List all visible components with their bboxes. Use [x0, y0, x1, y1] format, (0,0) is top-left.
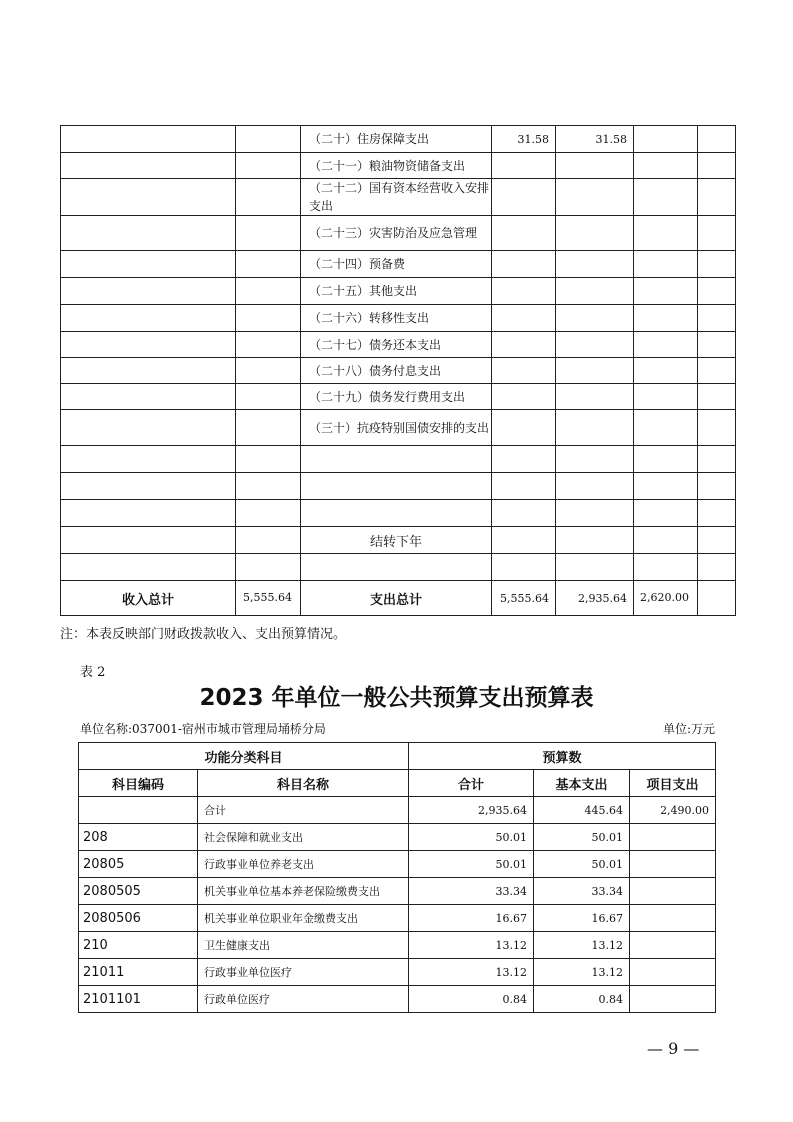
table-row [61, 500, 736, 527]
table-row [61, 179, 736, 216]
subject-name: 机关事业单位基本养老保险缴费支出 [198, 878, 409, 905]
expense-project-cell [634, 278, 698, 305]
empty-cell [698, 527, 736, 554]
budget-project: 2,490.00 [630, 797, 716, 824]
empty-cell [236, 527, 301, 554]
expense-project-cell [634, 216, 698, 251]
income-item-cell [61, 278, 236, 305]
expense-project-cell [634, 126, 698, 153]
table-row [79, 986, 716, 1013]
revenue-expense-table [60, 125, 736, 616]
extra-cell [698, 410, 736, 446]
table-row [61, 278, 736, 305]
expense-total-cell [492, 305, 556, 332]
extra-cell [698, 126, 736, 153]
income-item-cell [61, 358, 236, 384]
table-row [61, 473, 736, 500]
budget-project [630, 959, 716, 986]
empty-cell [492, 500, 556, 527]
empty-cell [61, 527, 236, 554]
table-subheader-row [79, 770, 716, 797]
budget-basic: 50.01 [534, 851, 630, 878]
subject-name: 行政事业单位养老支出 [198, 851, 409, 878]
expense-total-label: 支出总计 [301, 581, 492, 616]
page-number: — 9 — [647, 1039, 700, 1058]
empty-cell [61, 473, 236, 500]
empty-cell [236, 473, 301, 500]
budget-basic: 0.84 [534, 986, 630, 1013]
income-item-cell [61, 216, 236, 251]
extra-cell [698, 251, 736, 278]
col-project: 项目支出 [630, 770, 716, 797]
income-item-cell [61, 384, 236, 410]
unit-name: 单位名称:037001-宿州市城市管理局埇桥分局 [80, 722, 326, 736]
budget-total: 13.12 [409, 932, 534, 959]
budget-project [630, 932, 716, 959]
budget-project [630, 851, 716, 878]
expense-basic-cell [556, 384, 634, 410]
table-row [61, 153, 736, 179]
table-row [79, 851, 716, 878]
budget-project [630, 824, 716, 851]
table-header-row [79, 743, 716, 770]
subject-code: 21011 [79, 959, 198, 986]
empty-cell [698, 473, 736, 500]
expense-item-cell: （二十四）预备费 [301, 251, 492, 278]
expense-project-cell [634, 251, 698, 278]
budget-total: 0.84 [409, 986, 534, 1013]
expense-total-cell [492, 251, 556, 278]
table-row [61, 554, 736, 581]
empty-cell [301, 500, 492, 527]
empty-cell [61, 446, 236, 473]
table-row [61, 216, 736, 251]
empty-cell [492, 527, 556, 554]
empty-cell [634, 473, 698, 500]
expense-total-value: 5,555.64 [492, 581, 556, 616]
expense-total-cell [492, 216, 556, 251]
expense-item-cell: （二十三）灾害防治及应急管理 [301, 216, 492, 251]
income-amount-cell [236, 358, 301, 384]
expense-item-cell: （二十五）其他支出 [301, 278, 492, 305]
subject-code: 20805 [79, 851, 198, 878]
income-amount-cell [236, 305, 301, 332]
expense-total-cell: 31.58 [492, 126, 556, 153]
empty-cell [556, 500, 634, 527]
subject-code: 210 [79, 932, 198, 959]
expense-project-cell [634, 332, 698, 358]
income-total-label: 收入总计 [61, 581, 236, 616]
carry-over-row [61, 527, 736, 554]
currency-unit: 单位:万元 [662, 722, 715, 736]
budget-total: 50.01 [409, 851, 534, 878]
expense-total-cell [492, 278, 556, 305]
expense-basic-cell [556, 216, 634, 251]
expense-project-cell [634, 358, 698, 384]
budget-basic: 13.12 [534, 959, 630, 986]
expense-basic-cell [556, 251, 634, 278]
empty-cell [61, 500, 236, 527]
income-amount-cell [236, 251, 301, 278]
income-item-cell [61, 410, 236, 446]
table-row [61, 332, 736, 358]
expense-item-cell: （二十八）债务付息支出 [301, 358, 492, 384]
empty-cell [492, 446, 556, 473]
carry-over-label: 结转下年 [301, 527, 492, 554]
table-row [79, 797, 716, 824]
budget-basic: 445.64 [534, 797, 630, 824]
expense-project-cell [634, 153, 698, 179]
subject-code: 208 [79, 824, 198, 851]
empty-cell [556, 527, 634, 554]
expense-project-cell [634, 179, 698, 216]
subject-name: 行政事业单位医疗 [198, 959, 409, 986]
expense-basic-cell [556, 332, 634, 358]
empty-cell [301, 554, 492, 581]
budget-total: 50.01 [409, 824, 534, 851]
budget-total: 33.34 [409, 878, 534, 905]
extra-cell [698, 384, 736, 410]
table-row [61, 446, 736, 473]
subject-code: 2101101 [79, 986, 198, 1013]
table-row [79, 959, 716, 986]
income-amount-cell [236, 179, 301, 216]
empty-cell [236, 554, 301, 581]
table-row [61, 305, 736, 332]
expense-item-cell: （二十二）国有资本经营收入安排支出 [301, 179, 492, 216]
income-amount-cell [236, 216, 301, 251]
income-amount-cell [236, 384, 301, 410]
budget-project [630, 878, 716, 905]
empty-cell [698, 554, 736, 581]
table-row [61, 358, 736, 384]
col-total: 合计 [409, 770, 534, 797]
subject-name: 机关事业单位职业年金缴费支出 [198, 905, 409, 932]
empty-cell [698, 446, 736, 473]
header-function-category: 功能分类科目 [79, 743, 409, 770]
empty-cell [236, 446, 301, 473]
col-basic: 基本支出 [534, 770, 630, 797]
empty-cell [492, 473, 556, 500]
income-item-cell [61, 126, 236, 153]
expense-total-cell [492, 384, 556, 410]
table-number: 表 2 [80, 665, 106, 680]
income-amount-cell [236, 332, 301, 358]
budget-expenditure-table [78, 742, 716, 1013]
income-item-cell [61, 179, 236, 216]
col-name: 科目名称 [198, 770, 409, 797]
extra-cell [698, 332, 736, 358]
budget-project [630, 986, 716, 1013]
table-row [79, 824, 716, 851]
empty-cell [634, 554, 698, 581]
budget-basic: 13.12 [534, 932, 630, 959]
empty-cell [556, 554, 634, 581]
subject-code [79, 797, 198, 824]
expense-item-cell: （三十）抗疫特别国债安排的支出 [301, 410, 492, 446]
empty-cell [236, 500, 301, 527]
extra-cell [698, 216, 736, 251]
expense-total-cell [492, 332, 556, 358]
subject-name: 卫生健康支出 [198, 932, 409, 959]
expense-total-cell [492, 179, 556, 216]
budget-total: 13.12 [409, 959, 534, 986]
expense-basic-cell: 31.58 [556, 126, 634, 153]
table-row [61, 251, 736, 278]
table-row [61, 410, 736, 446]
expense-item-cell: （二十六）转移性支出 [301, 305, 492, 332]
expense-item-cell: （二十一）粮油物资储备支出 [301, 153, 492, 179]
income-item-cell [61, 332, 236, 358]
expense-item-cell: （二十）住房保障支出 [301, 126, 492, 153]
subject-code: 2080506 [79, 905, 198, 932]
expense-item-cell: （二十七）债务还本支出 [301, 332, 492, 358]
expense-project-cell [634, 410, 698, 446]
expense-total-cell [492, 153, 556, 179]
extra-cell [698, 581, 736, 616]
empty-cell [556, 446, 634, 473]
income-amount-cell [236, 126, 301, 153]
header-budget: 预算数 [409, 743, 716, 770]
totals-row [61, 581, 736, 616]
income-item-cell [61, 153, 236, 179]
extra-cell [698, 153, 736, 179]
budget-basic: 33.34 [534, 878, 630, 905]
empty-cell [301, 473, 492, 500]
empty-cell [61, 554, 236, 581]
expense-basic-cell [556, 410, 634, 446]
empty-cell [492, 554, 556, 581]
expense-basic-cell [556, 358, 634, 384]
budget-project [630, 905, 716, 932]
expense-basic-cell [556, 153, 634, 179]
table-row [79, 905, 716, 932]
income-amount-cell [236, 410, 301, 446]
empty-cell [634, 527, 698, 554]
budget-total: 16.67 [409, 905, 534, 932]
page-title: 2023 年单位一般公共预算支出预算表 [199, 685, 594, 711]
table-note: 注：本表反映部门财政拨款收入、支出预算情况。 [60, 627, 347, 642]
income-amount-cell [236, 153, 301, 179]
subject-name: 行政单位医疗 [198, 986, 409, 1013]
extra-cell [698, 358, 736, 384]
budget-total: 2,935.64 [409, 797, 534, 824]
expense-basic-cell [556, 179, 634, 216]
extra-cell [698, 278, 736, 305]
empty-cell [556, 473, 634, 500]
table-row [79, 932, 716, 959]
subject-code: 2080505 [79, 878, 198, 905]
empty-cell [634, 446, 698, 473]
expense-project-cell [634, 384, 698, 410]
expense-basic-cell [556, 278, 634, 305]
income-item-cell [61, 251, 236, 278]
subject-name: 合计 [198, 797, 409, 824]
extra-cell [698, 179, 736, 216]
subject-name: 社会保障和就业支出 [198, 824, 409, 851]
expense-basic-value: 2,935.64 [556, 581, 634, 616]
table-row [79, 878, 716, 905]
expense-total-cell [492, 358, 556, 384]
income-item-cell [61, 305, 236, 332]
income-total-value: 5,555.64 [236, 581, 301, 616]
table-row [61, 126, 736, 153]
table-row [61, 384, 736, 410]
budget-basic: 16.67 [534, 905, 630, 932]
expense-basic-cell [556, 305, 634, 332]
expense-total-cell [492, 410, 556, 446]
empty-cell [698, 500, 736, 527]
empty-cell [634, 500, 698, 527]
col-code: 科目编码 [79, 770, 198, 797]
expense-project-value: 2,620.00 [634, 581, 698, 616]
extra-cell [698, 305, 736, 332]
budget-basic: 50.01 [534, 824, 630, 851]
expense-project-cell [634, 305, 698, 332]
expense-item-cell: （二十九）债务发行费用支出 [301, 384, 492, 410]
empty-cell [301, 446, 492, 473]
income-amount-cell [236, 278, 301, 305]
